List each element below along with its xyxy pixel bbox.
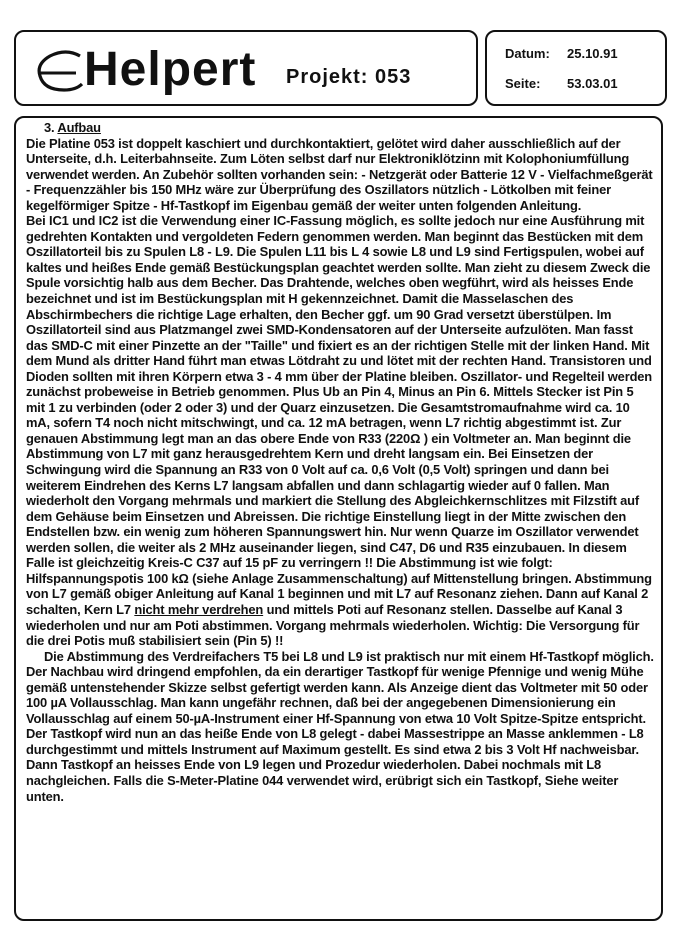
paragraph-2-underlined: nicht mehr verdrehen <box>134 601 264 617</box>
page-label: Seite: <box>505 76 541 91</box>
paragraph-2-main: Bei IC1 und IC2 ist die Verwendung einer IC-Fassung möglich, es sollte jedoch nur eine Ausführung mit gedrehten Kontakten und vergoldeten Federn genommen werden. Man beginnt das Bestücken mit dem Oszillatorteil bis zu Spulen L8 - L9. Die Spulen L11 bis L 4 sowie L8 und L9 sind Fertigspulen, wobei auf kaltes und heißes Ende gemäß Bestückungsplan geachtet werden sollte. Man zieht zu diesem Zweck die Spule vorsichtig halb aus dem Becher. Das Drahtende, welches oben wegführt, wird als heisses Ende bezeichnet und ist im Bestückungsplan mit H gekennzeichnet. Damit die Masselaschen des Abschirmbechers die richtige Lage erhalten, den Becher ggf. um 90 Grad versetzt überstülpen. Im Oszillatorteil sind aus Platzmangel zwei SMD-Kondensatoren auf der Unterseite aufzulöten. Man fasst das SMD-C mit einer Pinzette an der "Taille" und fixiert es an der richtigen Stelle mit der linken Hand. Mit dem Mund als dritter Hand führt man etwas Lötdraht zu und lötet mit der rechten Hand. Transistoren und Dioden sollten mit ihren Körpern etwa 3 - 4 mm über der Platine bleiben. Oszillator- und Regelteil werden zunächst probeweise in Betrieb genommen. Plus Ub an Pin 4, Minus an Pin 6. Mittels Stecker ist Pin 5 mit 1 zu verbinden (oder 2 oder 3) und der Quarz einzusetzen. Die Gesamtstromaufnahme wird ca. 10 mA, sofern T4 noch nicht mitschwingt, und ca. 12 mA betragen, wenn L7 richtig abgestimmt ist. Zur genauen Abstimmung legt man an das obere Ende von R33 (220Ω ) ein Voltmeter an. Man beginnt die Abstimmung von L7 mit ganz herausgedrehtem Kern und dreht langsam ein. Bei Einsetzen der Schwingung wird die Spannung an R33 von 0 Volt auf ca. 0,6 Volt (0,5 Volt) springen und dann bei weiterem Eindrehen des Kerns L7 langsam abfallen und dann schlagartig wieder auf 0 fallen. Man wiederholt den Vorgang mehrmals und markiert die Stellung des Abgleichkernschlitzes mit Filzstift auf dem Gehäuse beim Einsetzen und Abreissen. Die richtige Einstellung liegt in der Mitte zwischen den Endstellen bzw. ein wenig zum höheren Spannungswert hin. Nur wenn Quarze im Oszillator verwendet werden sollen, die weiter als 2 MHz auseinander liegen, sind C47, D6 und R35 einzubauen. In diesem Falle ist gleichzeitig Kreis-C C37 auf 15 pF zu verringern !! Die Abstimmung ist wie folgt: Hilfspannungspotis 100 kΩ (siehe Anlage Zusammenschaltung) auf Mittenstellung bringen. Abstimmung von L7 gemäß obiger Anleitung auf Kanal 1 beginnen und mit L7 auf Resonanz ziehen. Dann auf Kanal 2 schalten, Kern L7 <box>26 213 653 617</box>
document-body <box>26 120 654 804</box>
helpert-logo <box>28 38 284 96</box>
paragraph-2-tail: und mittels Poti auf Resonanz stellen. Dasselbe auf Kanal 3 wiederholen und nur am Poti abstimmen. Vorgang mehrmals wiederholen. Wichtig: Die Versorgung für die drei Potis muß stabilisiert sein (Pin 5) !! <box>26 601 640 649</box>
date-label: Datum: <box>505 46 550 61</box>
project-label: Projekt: 053 <box>286 66 412 88</box>
logo-e-mark-icon <box>36 50 84 94</box>
page-row <box>505 76 618 91</box>
logo-header-box <box>14 30 478 106</box>
page-value: 53.03.01 <box>567 76 618 91</box>
logo-wordmark: Helpert <box>84 43 257 96</box>
paragraph-1: Die Platine 053 ist doppelt kaschiert und durchkontaktiert, gelötet wird daher ausschließlich auf der Unterseite, d.h. Leiterbahnseite. Zum Löten selbst darf nur Elektroniklötzinn mit Kolophoniumfüllung verwendet werden. An Zubehör sollten vorhanden sein: - Netzgerät oder Batterie 12 V - Vielfachmeßgerät - Frequenzzähler bis 150 MHz wäre zur Überprüfung des Oszillators nützlich - Lötkolben mit feiner kegelförmiger Spitze - Hf-Tastkopf im Eigenbau gemäß der weiter unten folgenden Anleitung. <box>26 135 653 213</box>
meta-box <box>485 30 667 106</box>
date-value: 25.10.91 <box>567 46 618 61</box>
paragraph-2 <box>26 213 654 648</box>
section-number: 3. <box>44 120 55 135</box>
date-row <box>505 46 618 61</box>
section-title: Aufbau <box>57 120 101 135</box>
section-heading <box>26 120 654 136</box>
paragraph-3: Die Abstimmung des Verdreifachers T5 bei L8 und L9 ist praktisch nur mit einem Hf-Tastkopf möglich. Der Nachbau wird dringend empfohlen, da ein derartiger Tastkopf für wenige Pfennige und wenig Mühe gemäß untenstehender Skizze selbst gefertigt werden kann. Als Anzeige dient das Voltmeter mit 50 oder 100 µA Vollausschlag. Man kann ungefähr rechnen, daß bei der angegebenen Dimensionierung ein Vollausschlag auf einem 50-µA-Instrument einer Hf-Spannung von etwa 10 Volt Spitze-Spitze entspricht. Der Tastkopf wird nun an das heiße Ende von L8 gelegt - dabei Massestrippe an Masse anklemmen - L8 durchgestimmt und mittels Instrument auf Maximum gestellt. Es sind etwa 2 bis 3 Volt Hf nachweisbar. Dann Tastkopf an heisses Ende von L9 legen und Prozedur wiederholen. Dabei nochmals mit L8 nachgleichen. Falls die S-Meter-Platine 044 verwendet wird, erübrigt sich ein Tastkopf, Siehe weiter unten. <box>26 648 654 804</box>
